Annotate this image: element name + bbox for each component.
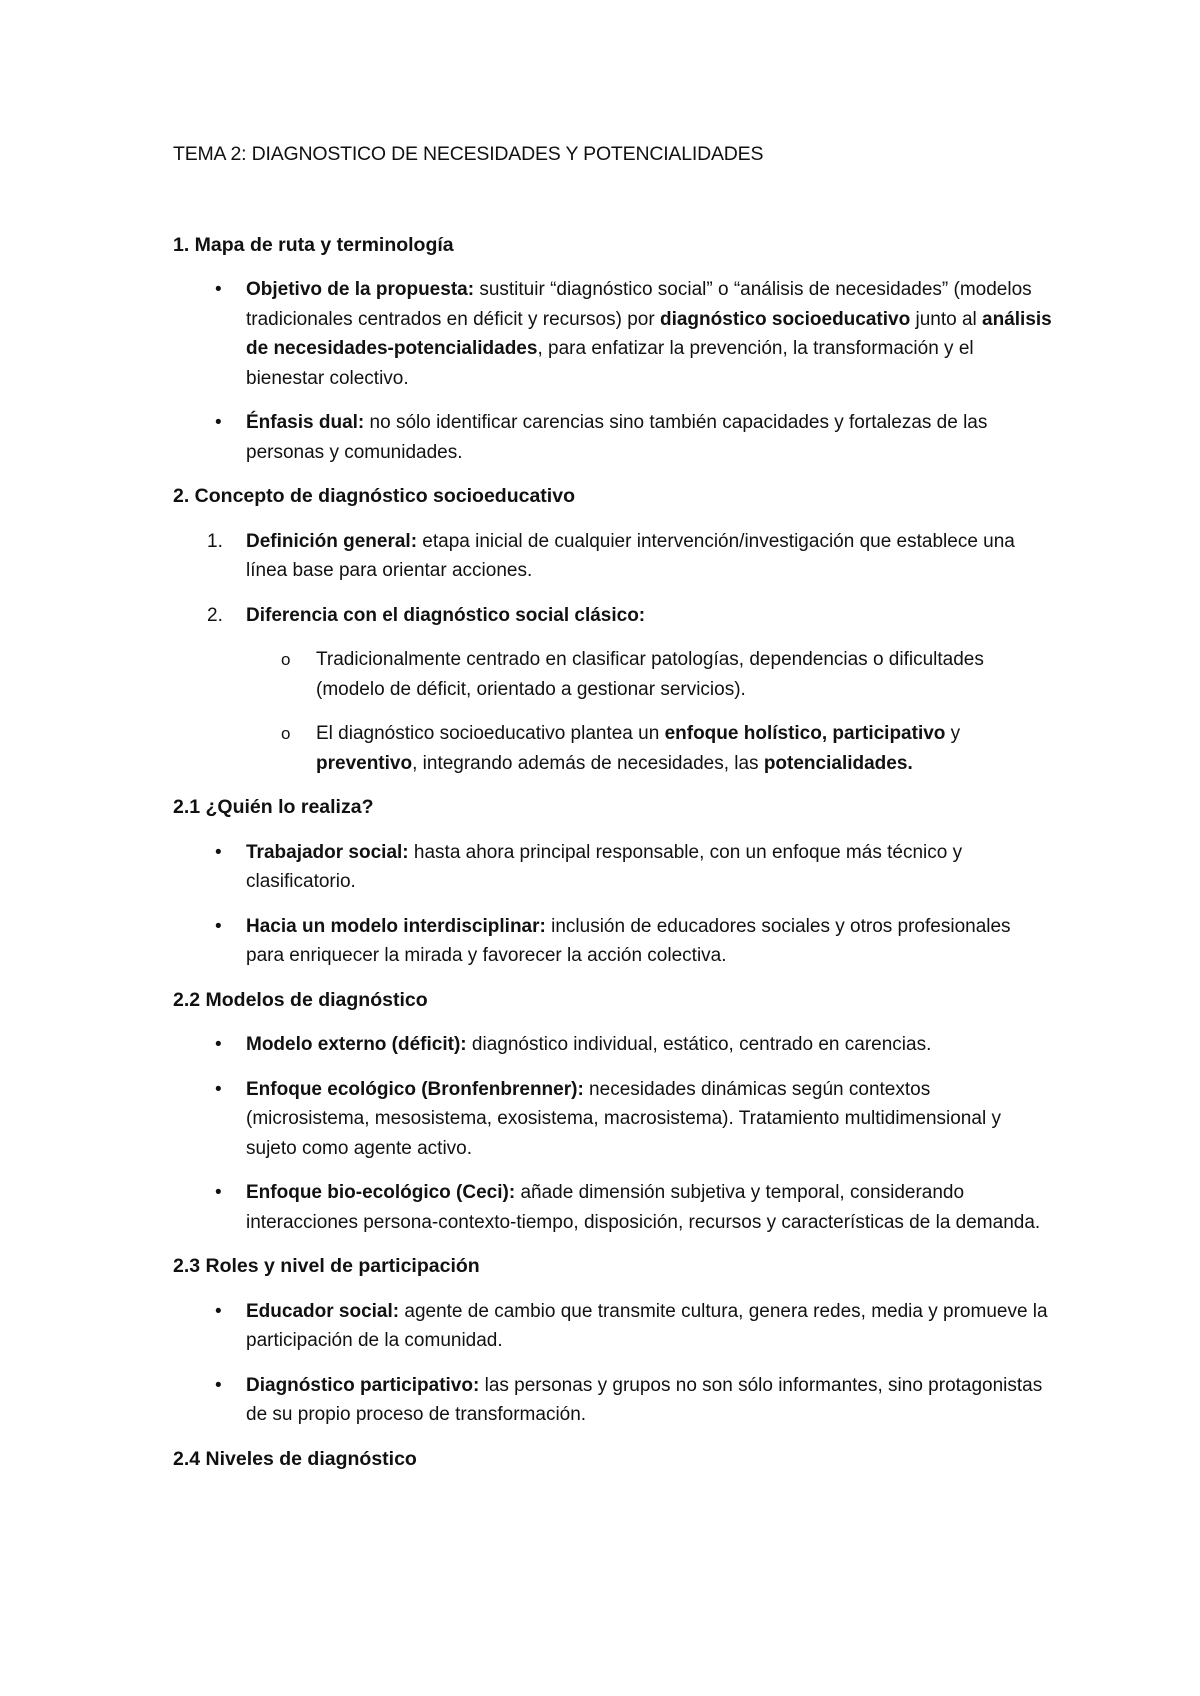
numbered-list-2 xyxy=(173,527,1053,779)
item-emphasis: enfoque holístico xyxy=(664,723,822,744)
document-title: TEMA 2: DIAGNOSTICO DE NECESIDADES Y POTENCIALIDADES xyxy=(173,143,764,165)
list-item xyxy=(173,1075,1053,1164)
item-text: , xyxy=(821,723,833,744)
item-label: Modelo externo (déficit): xyxy=(246,1034,467,1055)
item-label: Diferencia con el diagnóstico social clásico: xyxy=(246,604,646,626)
item-text: diagnóstico individual, estático, centrado en carencias. xyxy=(466,1034,932,1055)
item-label: Hacia un modelo interdisciplinar: xyxy=(246,915,546,937)
item-label: Énfasis dual: xyxy=(246,412,365,433)
item-text: las personas y grupos no son sólo informantes, sino protagonistas de su propio proceso de transformación. xyxy=(246,1374,1043,1425)
section-heading-1: 1. Mapa de ruta y terminología xyxy=(173,233,454,256)
item-emphasis: preventivo xyxy=(316,752,413,774)
sub-bullet-marker: o xyxy=(281,724,291,743)
item-text: añade dimensión subjetiva y temporal, considerando interacciones persona-contexto-tiempo, disposición, recursos y características de la demanda. xyxy=(246,1182,1041,1233)
list-item xyxy=(173,408,1053,467)
list-item xyxy=(173,1297,1053,1356)
list-item xyxy=(173,275,1053,393)
item-text: agente de cambio que transmite cultura, genera redes, media y promueve la participación de la comunidad. xyxy=(246,1300,1048,1351)
section-heading-2-3: 2.3 Roles y nivel de participación xyxy=(173,1255,480,1277)
item-label: Enfoque bio-ecológico (Ceci): xyxy=(246,1182,516,1203)
list-item xyxy=(173,601,1053,779)
item-text: necesidades dinámicas según contextos (microsistema, mesosistema, exosistema, macrosistema). Tratamiento multidimensional y sujeto como agente activo. xyxy=(246,1078,1001,1159)
item-text: , integrando además de necesidades, las xyxy=(412,752,764,774)
section-heading-2: 2. Concepto de diagnóstico socioeducativo xyxy=(173,485,575,507)
sub-list-item xyxy=(173,719,1053,778)
item-text: . xyxy=(907,752,913,774)
item-text: El diagnóstico socioeducativo plantea un xyxy=(316,723,665,744)
item-text: Tradicionalmente centrado en clasificar patologías, dependencias o dificultades (modelo de déficit, orientado a gestionar servicios). xyxy=(316,649,984,700)
section-heading-2-4: 2.4 Niveles de diagnóstico xyxy=(173,1447,417,1470)
list-number: 1. xyxy=(207,530,223,552)
document-content xyxy=(173,140,1053,1489)
item-text: inclusión de educadores sociales y otros profesionales para enriquecer la mirada y favorecer la acción colectiva. xyxy=(246,915,1011,966)
item-label: Enfoque ecológico (Bronfenbrenner): xyxy=(246,1078,584,1100)
list-item xyxy=(173,838,1053,897)
item-emphasis: potencialidades xyxy=(763,752,908,774)
list-item xyxy=(173,527,1053,586)
item-text: sustituir “diagnóstico social” o “análisis de necesidades” (modelos tradicionales centrados en déficit y recursos) por xyxy=(246,279,1032,330)
item-text: , para enfatizar la prevención, la transformación y el bienestar colectivo. xyxy=(246,338,974,389)
sub-bullet-marker: o xyxy=(281,650,291,669)
section-heading-2-1: 2.1 ¿Quién lo realiza? xyxy=(173,796,374,818)
bullet-list-2-2 xyxy=(173,1030,1053,1237)
item-text: no sólo identificar carencias sino también capacidades y fortalezas de las personas y comunidades. xyxy=(246,412,988,463)
item-emphasis: diagnóstico socioeducativo xyxy=(659,308,911,330)
item-label: Trabajador social: xyxy=(246,841,409,863)
item-label: Definición general: xyxy=(246,530,418,552)
item-label: Objetivo de la propuesta: xyxy=(246,279,475,300)
item-text: hasta ahora principal responsable, con un enfoque más técnico y clasificatorio. xyxy=(246,841,963,892)
item-emphasis: participativo xyxy=(832,723,946,744)
item-text: etapa inicial de cualquier intervención/investigación que establece una línea base para orientar acciones. xyxy=(246,530,1015,581)
list-number: 2. xyxy=(207,604,223,626)
list-item xyxy=(173,1371,1053,1430)
item-text: junto al xyxy=(910,308,983,330)
section-heading-2-2: 2.2 Modelos de diagnóstico xyxy=(173,988,428,1011)
item-text: y xyxy=(945,723,961,744)
list-item xyxy=(173,1030,1053,1060)
bullet-list-2-3 xyxy=(173,1297,1053,1430)
sub-list-item xyxy=(173,645,1053,704)
bullet-list-1 xyxy=(173,275,1053,467)
bullet-list-2-1 xyxy=(173,838,1053,971)
sub-list xyxy=(246,645,1053,778)
list-item xyxy=(173,912,1053,971)
item-label: Educador social: xyxy=(246,1300,400,1322)
item-label: Diagnóstico participativo: xyxy=(246,1374,480,1396)
item-emphasis: análisis de necesidades-potencialidades xyxy=(246,308,1052,359)
list-item xyxy=(173,1178,1053,1237)
